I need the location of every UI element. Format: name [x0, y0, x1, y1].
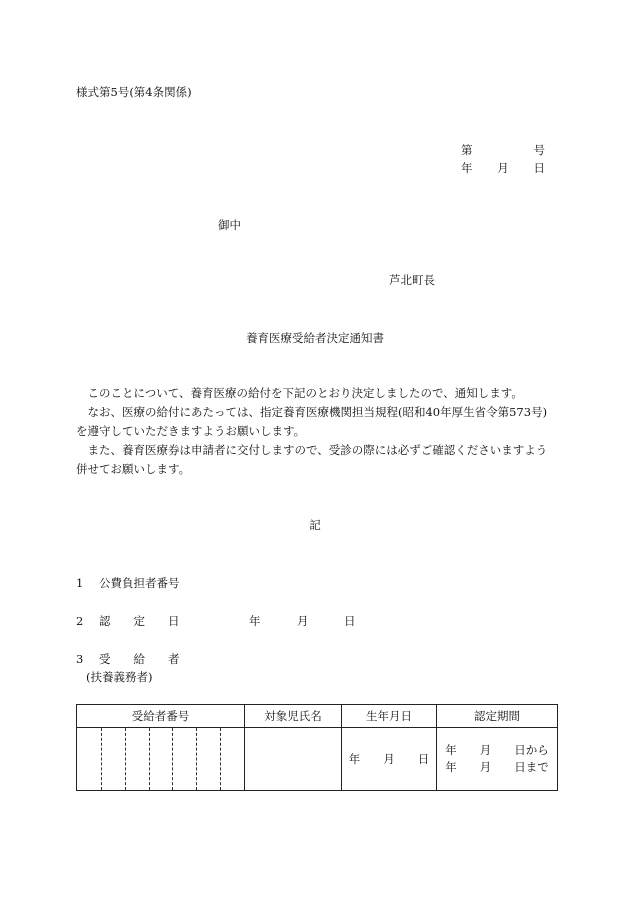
recipient-number-cell[interactable]: [77, 728, 245, 791]
certification-period-cell[interactable]: [437, 728, 558, 791]
period-to: 年 月 日まで: [445, 760, 549, 774]
period-from: 年 月 日から: [445, 743, 549, 757]
addressee: 御中: [218, 218, 241, 232]
body-paragraph-3: また、養育医療券は申請者に交付しますので、受診の際には必ずご確認くださいますよう併せてお願いします。: [76, 443, 548, 476]
cert-month: 月: [297, 614, 309, 628]
item-number: 2: [76, 614, 84, 628]
child-name-cell[interactable]: [245, 728, 342, 791]
document-number-suffix: 号: [533, 143, 545, 157]
form-label: 様式第5号(第4条関係): [76, 85, 192, 99]
item-public-payer-number: [76, 575, 179, 591]
digit-box: [102, 728, 126, 790]
recipient-table: [76, 704, 558, 791]
body-text: [76, 384, 558, 479]
cert-day: 日: [344, 614, 356, 628]
document-date-day: 日: [533, 161, 545, 175]
sender: 芦北町長: [389, 273, 435, 287]
document-date-year: 年: [461, 161, 473, 175]
header-child-name: 対象児氏名: [245, 705, 342, 728]
birth-date-cell[interactable]: [342, 728, 437, 791]
header-recipient-number: 受給者番号: [77, 705, 245, 728]
item-number: 1: [76, 576, 84, 590]
item-label: 認 定 日: [98, 614, 180, 628]
document-title: 養育医療受給者決定通知書: [246, 331, 384, 345]
document-number-prefix: 第: [461, 143, 473, 157]
body-paragraph-2: なお、医療の給付にあたっては、指定養育医療機関担当規程(昭和40年厚生省令第573号)を遵守していただきますようお願いします。: [76, 405, 548, 438]
item-label: 公費負担者番号: [98, 576, 180, 590]
cert-year: 年: [249, 614, 261, 628]
table-row: [77, 728, 558, 791]
digit-box: [126, 728, 150, 790]
digit-box: [77, 728, 102, 790]
item-recipient: [76, 651, 179, 667]
item-label: 受 給 者: [98, 652, 180, 666]
table-header-row: [77, 705, 558, 728]
ki-heading: 記: [309, 518, 321, 532]
header-birth-date: 生年月日: [342, 705, 437, 728]
recipient-number-digits: [77, 728, 244, 790]
document-date-month: 月: [497, 161, 509, 175]
header-certification-period: 認定期間: [437, 705, 558, 728]
digit-box: [197, 728, 221, 790]
digit-box: [173, 728, 197, 790]
item-number: 3: [76, 652, 84, 666]
document-number-line: [461, 142, 545, 158]
item-certification-date: [76, 613, 376, 629]
digit-box: [221, 728, 244, 790]
body-paragraph-1: このことについて、養育医療の給付を下記のとおり決定しましたので、通知します。: [87, 386, 523, 400]
document-date-line: [461, 160, 545, 176]
digit-box: [150, 728, 174, 790]
item-recipient-sub: (扶養義務者): [86, 670, 153, 684]
birth-date-text: 年 月 日: [348, 752, 430, 766]
